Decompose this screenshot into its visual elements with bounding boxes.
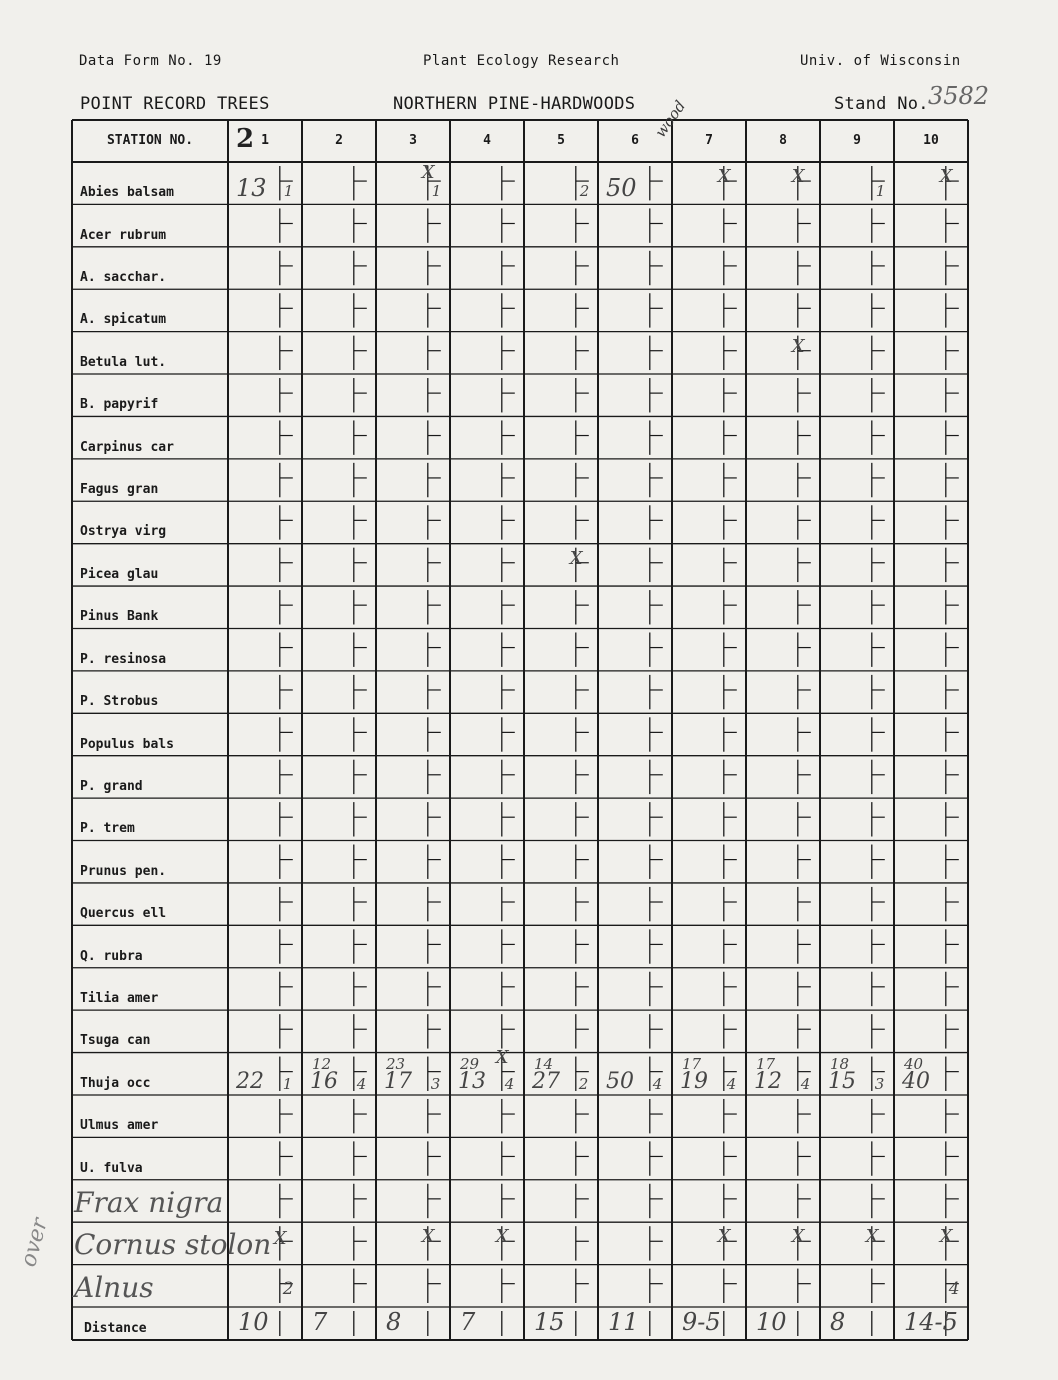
distance-value: 14-5 [904, 1308, 958, 1336]
thuja-value: 17 [384, 1068, 412, 1094]
distance-value: 10 [238, 1308, 269, 1336]
thuja-value: 15 [828, 1068, 856, 1094]
species-label: Prunus pen. [80, 863, 167, 879]
species-label: P. trem [80, 821, 135, 837]
species-label: U. fulva [80, 1160, 143, 1176]
distance-value: 8 [386, 1308, 402, 1336]
station-column-5: 5 [557, 133, 565, 148]
stand-label: Stand No. [834, 94, 929, 114]
thuja-count: 4 [504, 1074, 515, 1093]
x-mark-icon: X [865, 1226, 879, 1248]
distance-value: 15 [534, 1308, 565, 1336]
thuja-value: 50 [606, 1068, 634, 1094]
species-label: Pinus Bank [80, 609, 159, 625]
species-label: Populus bals [80, 736, 174, 752]
x-mark-icon: X [791, 166, 805, 187]
record-title: POINT RECORD TREES [80, 94, 270, 114]
station-column-1: 1 [261, 133, 269, 148]
handwritten-species: Alnus [74, 1270, 154, 1304]
handwritten-species: Cornus stolon [74, 1228, 272, 1262]
thuja-count: 4 [800, 1074, 811, 1093]
station-label: STATION NO. [106, 133, 194, 148]
distance-value: 9-5 [682, 1308, 721, 1336]
thuja-value: 12 [754, 1068, 782, 1094]
thuja-value: 16 [310, 1068, 338, 1094]
x-mark-icon: X [495, 1046, 509, 1068]
thuja-value: 19 [680, 1068, 708, 1094]
species-label: Quercus ell [80, 906, 167, 922]
thuja-top: 40 [904, 1054, 924, 1073]
species-label: P. resinosa [80, 651, 167, 667]
thuja-top: 17 [756, 1054, 776, 1073]
species-label: A. sacchar. [80, 270, 167, 286]
distance-value: 7 [460, 1308, 476, 1336]
x-mark-icon: X [791, 1226, 805, 1248]
thuja-top: 12 [312, 1054, 332, 1073]
x-mark-icon: X [273, 1228, 287, 1250]
thuja-top: 17 [682, 1054, 702, 1073]
species-label: Abies balsam [80, 185, 174, 201]
thuja-count: 4 [652, 1074, 663, 1093]
abies-count: 1 [431, 182, 442, 200]
species-label: P. Strobus [80, 694, 159, 710]
margin-note: over [16, 1215, 54, 1270]
station-override: 2 [236, 124, 255, 154]
species-label: Q. rubra [80, 948, 143, 964]
thuja-value: 40 [902, 1068, 930, 1094]
station-column-6: 6 [631, 133, 639, 148]
handwritten-species: Frax nigra [74, 1185, 224, 1219]
station-column-3: 3 [409, 133, 417, 148]
thuja-top: 29 [460, 1054, 480, 1073]
distance-value: 10 [756, 1308, 787, 1336]
forest-type: NORTHERN PINE-HARDWOODS [393, 94, 636, 114]
university-name: Univ. of Wisconsin [800, 53, 961, 69]
thuja-count: 1 [282, 1074, 293, 1093]
distance-value: 7 [312, 1308, 328, 1336]
distance-value: 8 [830, 1308, 846, 1336]
species-label: Fagus gran [80, 482, 159, 498]
x-mark-icon: X [569, 547, 583, 569]
thuja-top: 14 [534, 1054, 554, 1073]
x-mark-icon: X [791, 335, 805, 357]
species-label: Ostrya virg [80, 524, 167, 540]
species-label: Picea glau [80, 566, 159, 582]
thuja-top: 23 [386, 1054, 406, 1073]
abies-count: 1 [875, 182, 886, 200]
x-mark-icon: X [495, 1226, 509, 1248]
column-note: wood [651, 97, 690, 141]
abies-value: 13 [236, 174, 267, 202]
thuja-count: 2 [578, 1074, 589, 1093]
x-mark-icon: X [421, 162, 435, 183]
station-column-10: 10 [923, 133, 939, 148]
species-label: B. papyrif [80, 397, 159, 413]
species-label: P. grand [80, 778, 143, 794]
species-label: A. spicatum [80, 312, 167, 328]
thuja-value: 22 [236, 1068, 264, 1094]
stand-number: 3582 [928, 82, 990, 110]
form-number: Data Form No. 19 [79, 53, 222, 69]
species-label: Tsuga can [80, 1033, 151, 1049]
x-mark-icon: X [717, 1226, 731, 1248]
thuja-value: 27 [532, 1068, 560, 1094]
species-label: Ulmus amer [80, 1118, 159, 1134]
research-title: Plant Ecology Research [423, 53, 620, 69]
x-mark-icon: X [421, 1226, 435, 1248]
abies-count: 2 [579, 182, 590, 200]
station-column-9: 9 [853, 133, 861, 148]
thuja-count: 4 [726, 1074, 737, 1093]
station-column-8: 8 [779, 133, 787, 148]
abies-value: 50 [606, 174, 637, 202]
thuja-top: 18 [830, 1054, 850, 1073]
thuja-count: 3 [430, 1074, 441, 1093]
x-mark-icon: X [717, 166, 731, 187]
x-mark-icon: X [939, 166, 953, 187]
abies-count: 1 [283, 182, 294, 200]
distance-label: Distance [84, 1321, 147, 1336]
alnus-count: 2 [282, 1278, 294, 1299]
station-column-7: 7 [705, 133, 713, 148]
station-column-4: 4 [483, 133, 491, 148]
station-column-2: 2 [335, 133, 343, 148]
species-label: Acer rubrum [80, 227, 167, 243]
distance-value: 11 [608, 1308, 639, 1336]
species-label: Tilia amer [80, 990, 159, 1006]
species-label: Carpinus car [80, 439, 174, 455]
species-label: Betula lut. [80, 354, 167, 370]
alnus-count: 4 [948, 1278, 960, 1299]
species-label: Thuja occ [80, 1075, 151, 1091]
x-mark-icon: X [939, 1226, 953, 1248]
thuja-count: 3 [874, 1074, 885, 1093]
thuja-count: 4 [356, 1074, 367, 1093]
thuja-value: 13 [458, 1068, 486, 1094]
